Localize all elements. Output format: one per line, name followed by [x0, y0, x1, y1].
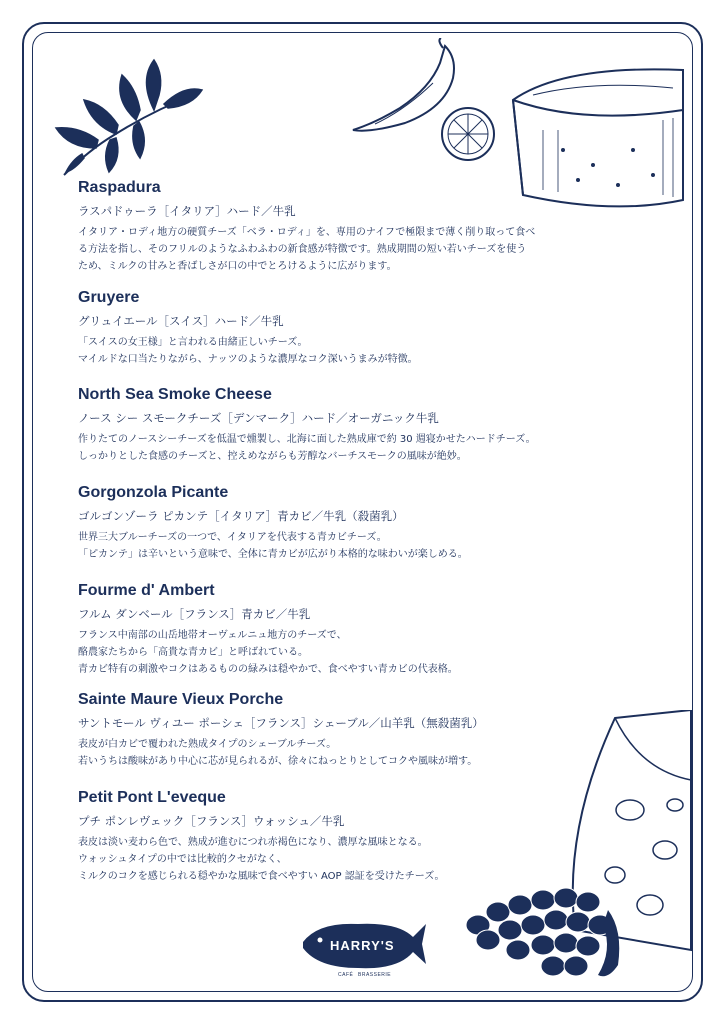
item-description [78, 627, 658, 678]
item-name: Fourme d' Ambert [78, 582, 215, 599]
logo-sub-left: CAFÉ [338, 972, 354, 978]
description-line: 表皮が白カビで覆われた熟成タイプのシェーブルチーズ。 [78, 739, 337, 750]
description-line: ウォッシュタイプの中では比較的クセがなく、 [78, 854, 287, 865]
grapes-icon [458, 870, 638, 990]
description-line: イタリア・ロディ地方の硬質チーズ「ベラ・ロディ」を、専用のナイフで極限まで薄く削り取って食べ [78, 227, 536, 238]
description-line: 若いうちは酸味があり中心に芯が見られるが、徐々にねっとりとしてコクや風味が増す。 [78, 756, 478, 767]
lime-slice-icon [438, 104, 498, 164]
item-description [78, 224, 658, 275]
description-line: 青カビ特有の刺激やコクはあるものの緑みは穏やかで、食べやすい青カビの代表格。 [78, 664, 458, 675]
menu-item-gruyere [78, 288, 658, 368]
item-subtitle: プチ ポンレヴェック［フランス］ウォッシュ／牛乳 [78, 814, 345, 828]
item-name: Raspadura [78, 179, 161, 196]
menu-item-fourme-dambert [78, 581, 658, 678]
item-description [78, 529, 658, 563]
description-line: 「ピカンテ」は辛いという意味で、全体に青カビが広がり本格的な味わいが楽しめる。 [78, 549, 468, 560]
description-line: る方法を指し、そのフリルのようなふわふわの新食感が特徴です。熟成期間の短い若いチーズを使う [78, 244, 527, 255]
item-description [78, 334, 658, 368]
harrys-logo [298, 912, 428, 978]
menu-item-north-sea-smoke [78, 385, 658, 465]
item-name: Sainte Maure Vieux Porche [78, 691, 284, 708]
description-line: 「スイスの女王様」と言われる由緒正しいチーズ。 [78, 337, 308, 348]
item-name: Petit Pont L'eveque [78, 789, 226, 806]
logo-sub-right: BRASSERIE [358, 972, 392, 978]
item-subtitle: フルム ダンベール［フランス］青カビ／牛乳 [78, 607, 311, 621]
menu-item-sainte-maure [78, 690, 658, 770]
item-subtitle: ラスパドゥーラ［イタリア］ハード／牛乳 [78, 204, 296, 218]
item-subtitle: ゴルゴンゾーラ ピカンテ［イタリア］青カビ／牛乳（殺菌乳） [78, 509, 404, 523]
description-line: ミルクのコクを感じられる穏やかな風味で食べやすい AOP 認証を受けたチーズ。 [78, 871, 445, 882]
item-subtitle: グリュイエール［スイス］ハード／牛乳 [78, 314, 284, 328]
item-subtitle: サントモール ヴィユー ポーシェ［フランス］シェーブル／山羊乳（無殺菌乳） [78, 716, 484, 730]
menu-item-raspadura [78, 178, 658, 275]
description-line: 表皮は淡い麦わら色で、熟成が進むにつれ赤褐色になり、濃厚な風味となる。 [78, 837, 428, 848]
item-subtitle: ノース シー スモークチーズ［デンマーク］ハード／オーガニック牛乳 [78, 411, 439, 425]
herb-illustration-icon [44, 40, 204, 180]
description-line: 酪農家たちから「高貴な青カビ」と呼ばれている。 [78, 647, 308, 658]
item-name: Gruyere [78, 289, 140, 306]
menu-item-petit-pont-leveque [78, 788, 658, 885]
description-line: しっかりとした食感のチーズと、控えめながらも芳醇なバーチスモークの風味が絶妙。 [78, 451, 467, 462]
logo-name: HARRY'S [330, 938, 395, 953]
item-name: North Sea Smoke Cheese [78, 386, 272, 403]
menu-item-gorgonzola [78, 483, 658, 563]
description-line: 世界三大ブルーチーズの一つで、イタリアを代表する青カビチーズ。 [78, 532, 387, 543]
description-line: フランス中南部の山岳地帯オーヴェルニュ地方のチーズで、 [78, 630, 347, 641]
item-description [78, 431, 658, 465]
description-line: マイルドな口当たりながら、ナッツのような濃厚なコク深いうまみが特徴。 [78, 354, 418, 365]
item-description [78, 736, 658, 770]
item-name: Gorgonzola Picante [78, 484, 229, 501]
item-description [78, 834, 658, 885]
description-line: 作りたてのノースシーチーズを低温で燻製し、北海に面した熟成庫で約 30 週寝かせたハードチーズ。 [78, 434, 536, 445]
description-line: ため、ミルクの甘みと香ばしさが口の中でとろけるように広がります。 [78, 261, 397, 272]
